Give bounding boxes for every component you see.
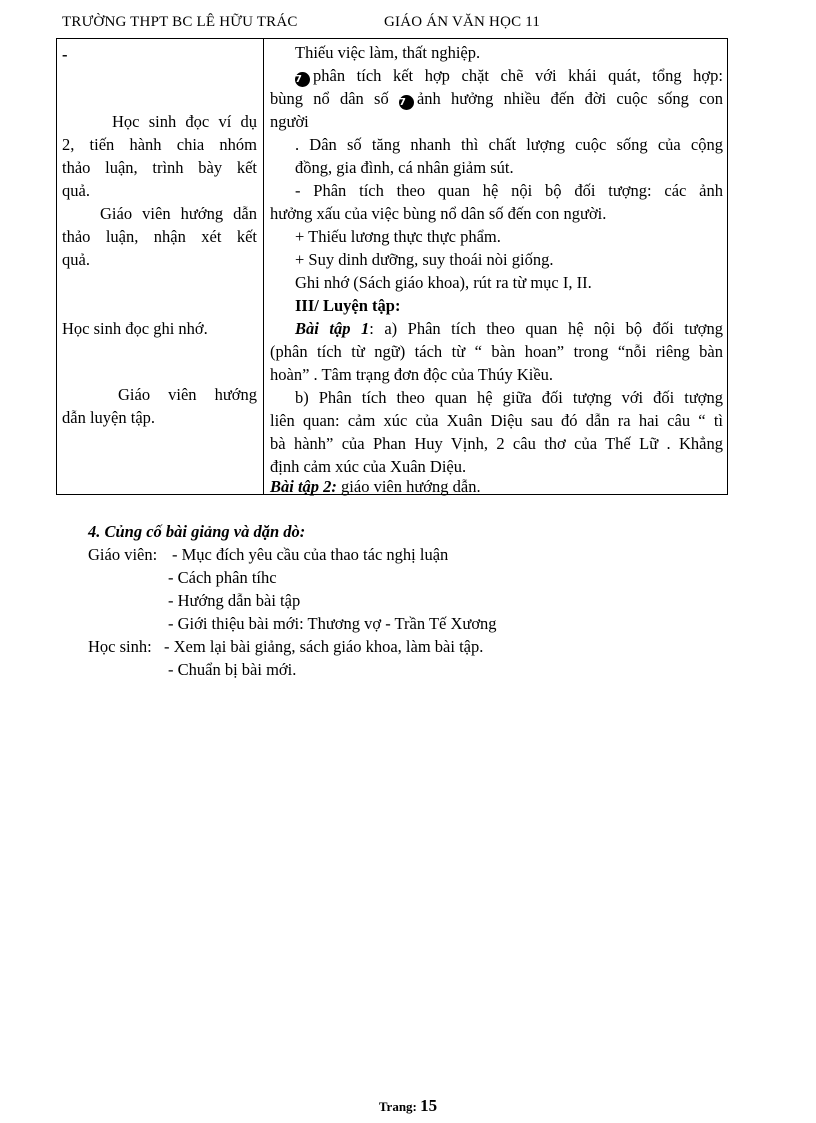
teacher-item: - Hướng dẫn bài tập xyxy=(168,591,301,610)
content-line: hoàn” . Tâm trạng đơn độc của Thúy Kiều. xyxy=(270,365,554,384)
activity-line: 2, tiến hành chia nhóm xyxy=(62,135,257,154)
school-name: TRƯỜNG THPT BC LÊ HỮU TRÁC xyxy=(62,14,298,30)
section-heading: III/ Luyện tập: xyxy=(295,296,401,315)
teacher-item: - Cách phân tíhc xyxy=(168,568,277,587)
content-line: . Dân số tăng nhanh thì chất lượng cuộc sống của cộng xyxy=(295,135,723,154)
numbered-bullet-icon: 7 xyxy=(295,72,310,87)
dash-marker: - xyxy=(62,45,68,64)
activity-line: Học sinh đọc ghi nhớ. xyxy=(62,319,208,338)
activity-line: dẫn luyện tập. xyxy=(62,408,156,427)
student-item: - Chuẩn bị bài mới. xyxy=(168,660,297,679)
page-footer xyxy=(0,1096,816,1116)
activity-line: thảo luận, trình bày kết xyxy=(62,158,257,177)
teacher-item: - Mục đích yêu cầu của thao tác nghị luận xyxy=(172,545,449,564)
content-line: Ghi nhớ (Sách giáo khoa), rút ra từ mục I, II. xyxy=(295,273,592,292)
page-label: Trang: xyxy=(378,1099,417,1114)
content-line: hưởng xấu của việc bùng nổ dân số đến con người. xyxy=(270,204,607,223)
content-line: + Suy dinh dưỡng, suy thoái nòi giống. xyxy=(295,250,554,269)
exercise-2-label: Bài tập 2: xyxy=(270,477,337,496)
content-line: + Thiếu lương thực thực phẩm. xyxy=(295,227,501,246)
activity-line: thảo luận, nhận xét kết xyxy=(62,227,257,246)
content-line: người xyxy=(270,112,309,131)
content-line: b) Phân tích theo quan hệ giữa đối tượng với đối tượng xyxy=(295,388,723,407)
subject-title: GIÁO ÁN VĂN HỌC 11 xyxy=(384,14,541,30)
content-line: liên quan: cảm xúc của Xuân Diệu sau đó dẫn ra hai câu “ tì xyxy=(270,411,723,430)
teacher-item: - Giới thiệu bài mới: Thương vợ - Trần Tế Xương xyxy=(168,614,497,633)
student-item: - Xem lại bài giảng, sách giáo khoa, làm bài tập. xyxy=(164,637,484,656)
activity-line: Học sinh đọc ví dụ xyxy=(112,112,257,131)
activity-line: quả. xyxy=(62,181,90,200)
content-line: Thiếu việc làm, thất nghiệp. xyxy=(295,43,481,62)
consolidation-heading: 4. Củng cố bài giảng và dặn dò: xyxy=(88,522,306,541)
lesson-table xyxy=(56,38,728,495)
student-label: Học sinh: xyxy=(88,637,152,656)
exercise-1-label: Bài tập 1 xyxy=(295,319,370,338)
teacher-label: Giáo viên: xyxy=(88,545,158,564)
numbered-bullet-icon: 7 xyxy=(399,95,414,110)
content-line: - Phân tích theo quan hệ nội bộ đối tượng: các ảnh xyxy=(295,181,723,200)
content-line: (phân tích từ ngữ) tách từ “ bàn hoan” trong “nỗi riêng bàn xyxy=(270,342,723,361)
activity-line: Giáo viên hướng dẫn xyxy=(100,204,257,223)
activity-line: Giáo viên hướng xyxy=(118,385,257,404)
content-line: bà hành” của Phan Huy Vịnh, 2 câu thơ của Thế Lữ . Khẳng xyxy=(270,434,723,453)
content-line: định cảm xúc của Xuân Diệu. xyxy=(270,457,467,476)
content-line: bùng nổ dân số 7 ảnh hưởng nhiều đến đời cuộc sống con xyxy=(270,89,723,108)
content-line: 7 phân tích kết hợp chặt chẽ với khái quát, tổng hợp: xyxy=(295,66,723,85)
content-line: Bài tập 1: a) Phân tích theo quan hệ nội bộ đối tượng xyxy=(295,319,723,338)
content-line: đồng, gia đình, cá nhân giảm sút. xyxy=(295,158,514,177)
content-line: Bài tập 2: giáo viên hướng dẫn. xyxy=(270,477,481,496)
activity-line: quả. xyxy=(62,250,90,269)
column-divider xyxy=(263,39,264,494)
page-number: 15 xyxy=(420,1096,438,1115)
